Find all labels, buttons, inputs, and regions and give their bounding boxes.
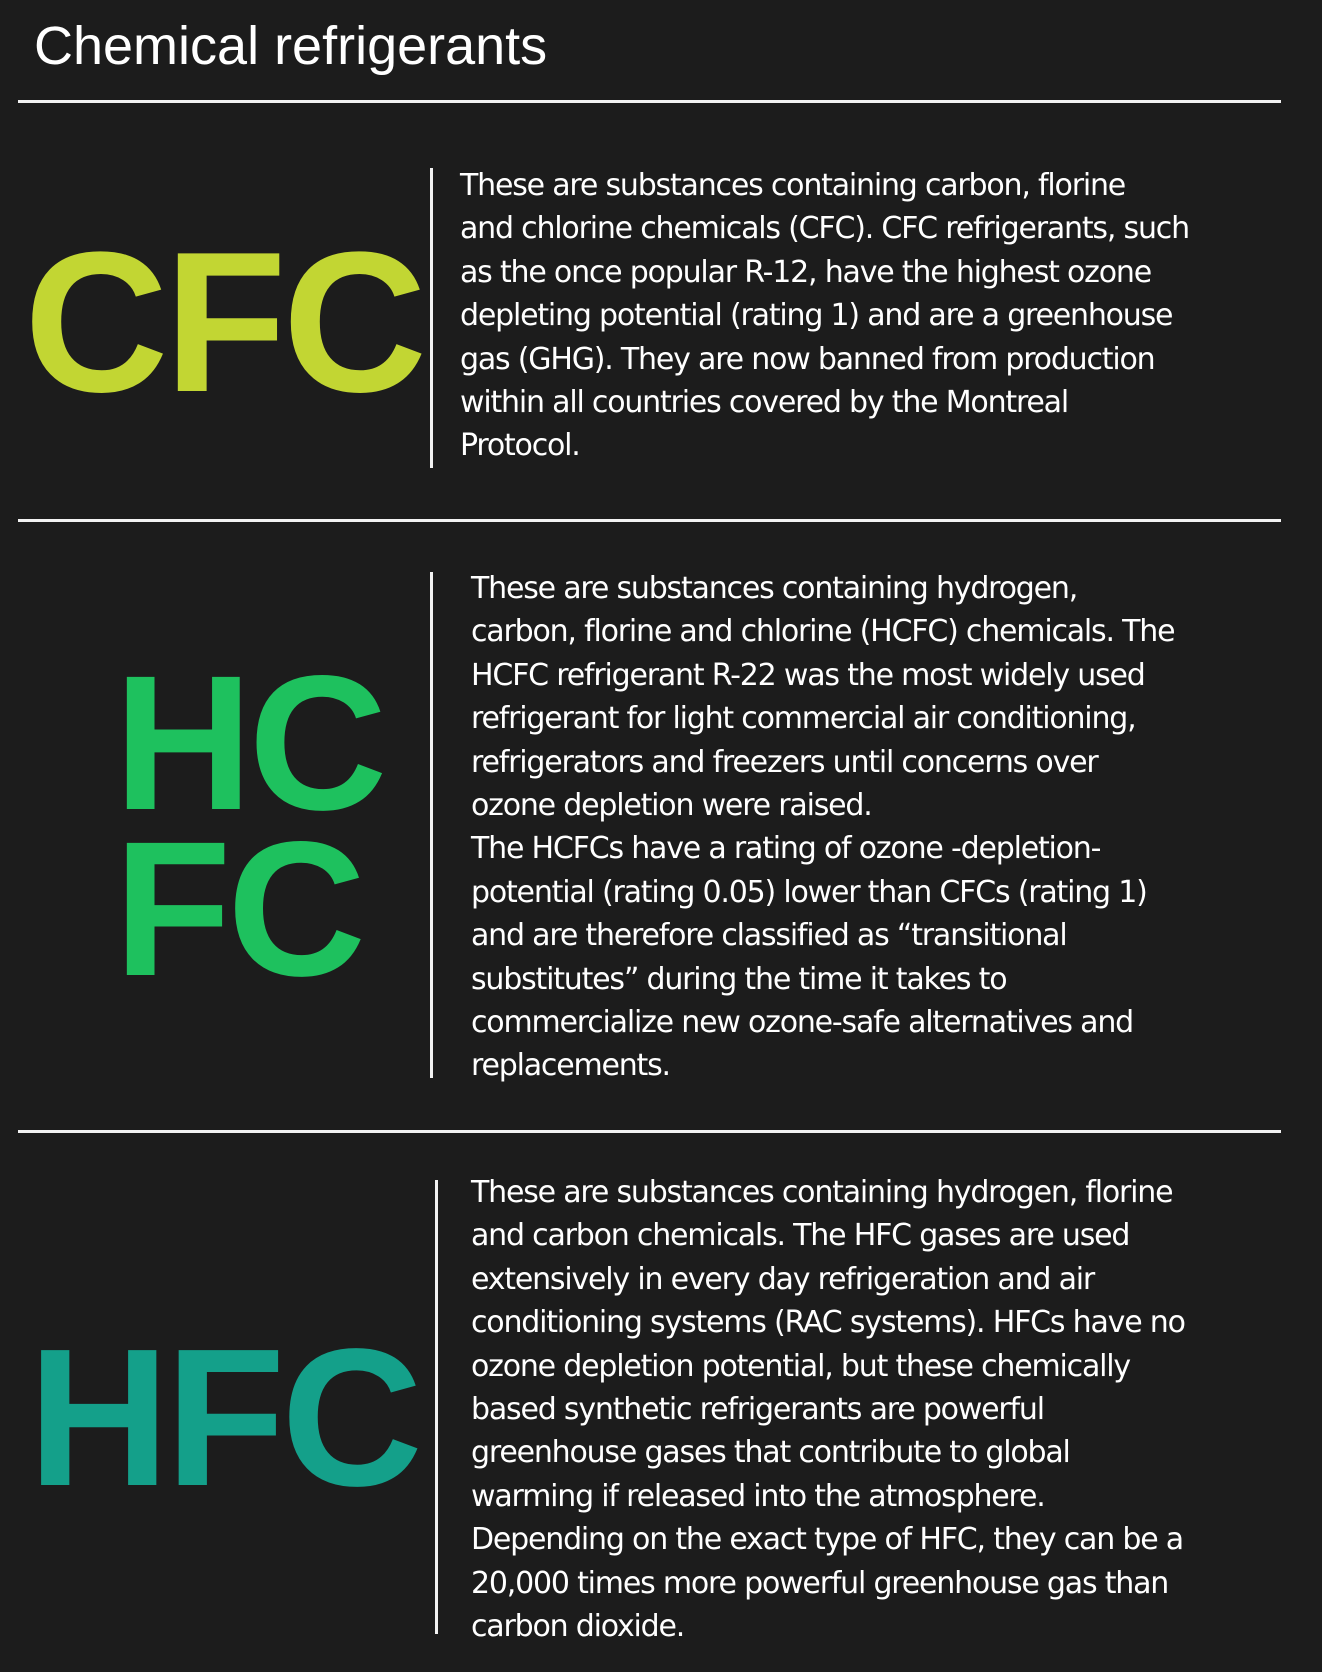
description-line: These are substances containing hydrogen, florine (471, 1175, 1173, 1210)
description-line: potential (rating 0.05) lower than CFCs (rating 1) (471, 874, 1147, 910)
description-line: refrigerators and freezers until concerns over (471, 744, 1098, 780)
description-line: refrigerant for light commercial air conditioning, (471, 701, 1136, 737)
vertical-divider (430, 168, 433, 468)
vertical-divider (430, 572, 433, 1078)
description-line: HCFC refrigerant R-22 was the most widely used (471, 657, 1145, 693)
page-title: Chemical refrigerants (34, 16, 548, 76)
description-line: replacements. (471, 1048, 670, 1084)
description-line: as the once popular R-12, have the highest ozone (460, 254, 1151, 290)
description-line: warming if released into the atmosphere. (471, 1478, 1045, 1514)
description-line: carbon, florine and chlorine (HCFC) chemicals. The (471, 614, 1175, 650)
description-line: extensively in every day refrigeration and air (471, 1261, 1095, 1297)
cfc-description (460, 164, 1280, 468)
description-line: and chlorine chemicals (CFC). CFC refrigerants, such (460, 211, 1189, 247)
description-line: within all countries covered by the Montreal (460, 385, 1068, 421)
hfc-acronym: HFC (28, 1308, 419, 1527)
section-divider (18, 1130, 1281, 1133)
description-line: These are substances containing carbon, florine (460, 168, 1126, 203)
description-line: carbon dioxide. (471, 1609, 685, 1645)
description-line: substitutes” during the time it takes to (471, 961, 1007, 997)
description-line: conditioning systems (RAC systems). HFCs have no (471, 1305, 1185, 1341)
description-line: 20,000 times more powerful greenhouse gas than (471, 1565, 1169, 1601)
description-line: based synthetic refrigerants are powerful (471, 1392, 1044, 1428)
vertical-divider (435, 1180, 438, 1634)
cfc-acronym: CFC (24, 211, 424, 434)
description-line: and are therefore classified as “transitional (471, 918, 1067, 954)
description-line: The HCFCs have a rating of ozone -depletion- (471, 831, 1101, 867)
description-line: commercialize new ozone-safe alternatives and (471, 1005, 1133, 1041)
description-line: gas (GHG). They are now banned from production (460, 341, 1155, 377)
description-line: Protocol. (460, 428, 580, 464)
description-line: depleting potential (rating 1) and are a greenhouse (460, 298, 1173, 334)
hcfc-description (471, 567, 1281, 1088)
hcfc-acronym-line: HC (114, 635, 384, 850)
section-divider (18, 100, 1281, 103)
description-line: These are substances containing hydrogen, (471, 571, 1078, 606)
description-line: greenhouse gases that contribute to global (471, 1435, 1070, 1471)
section-divider (18, 519, 1281, 522)
description-line: ozone depletion were raised. (471, 788, 872, 824)
hfc-description (471, 1171, 1311, 1648)
description-line: and carbon chemicals. The HFC gases are used (471, 1218, 1130, 1254)
description-line: Depending on the exact type of HFC, they can be a (471, 1522, 1183, 1558)
hcfc-acronym (114, 635, 414, 1016)
hcfc-acronym-line: FC (114, 801, 362, 1016)
description-line: ozone depletion potential, but these chemically (471, 1348, 1130, 1384)
